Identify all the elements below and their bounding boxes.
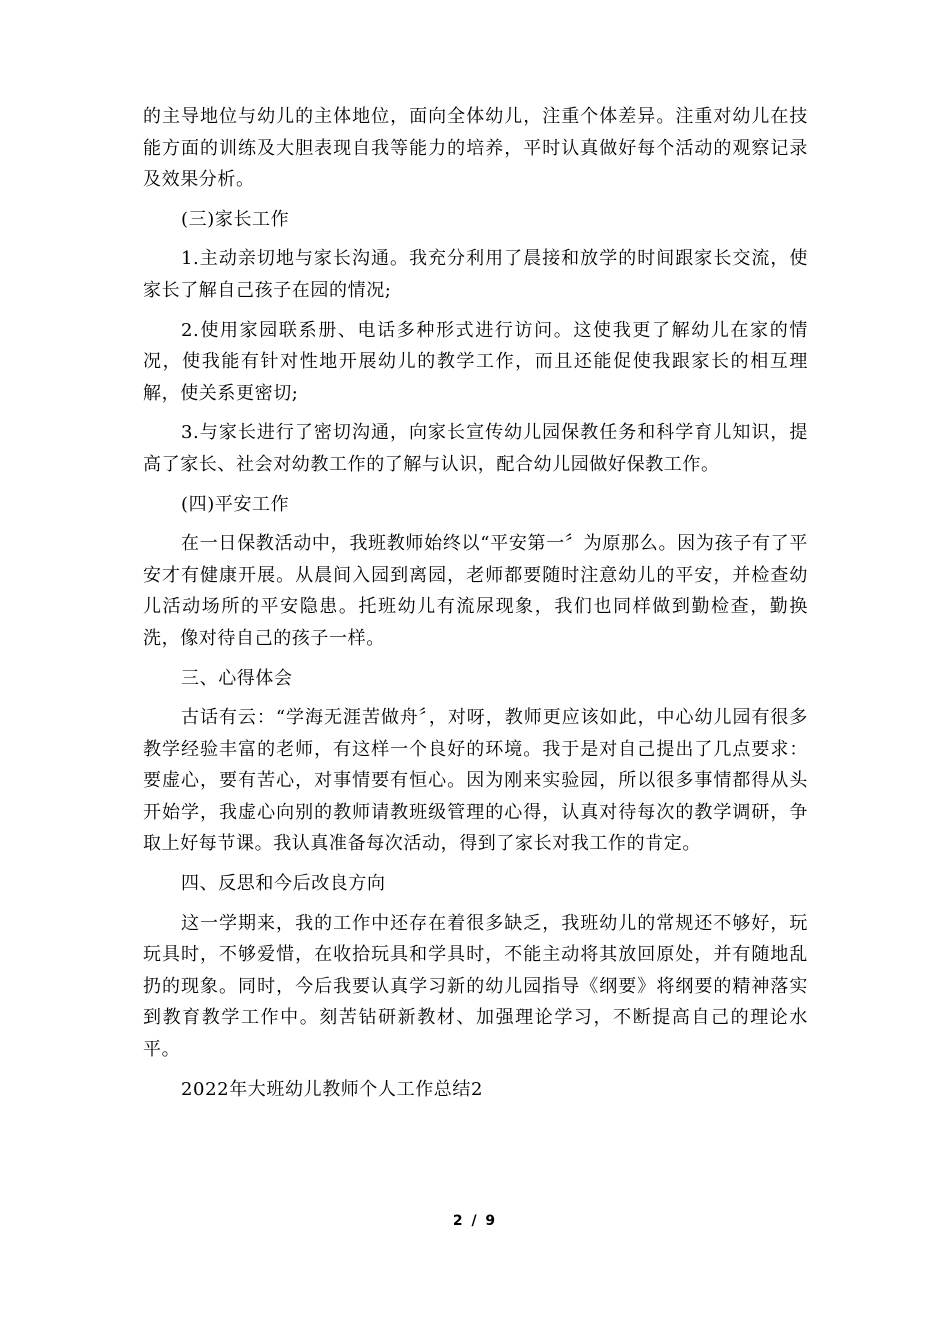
section-heading: (三)家长工作 — [181, 208, 290, 230]
section-heading: (四)平安工作 — [181, 493, 290, 515]
document-body — [143, 101, 808, 1113]
paragraph: 1.主动亲切地与家长沟通。我充分利用了晨接和放学的时间跟家长交流，使家长了解自己孩子在园的情况; — [143, 248, 808, 301]
paragraph: 古话有云：“学海无涯苦做舟〞，对呀，教师更应该如此，中心幼儿园有很多教学经验丰富的老师，有这样一个良好的环境。我于是对自己提出了几点要求：要虚心，要有苦心，对事情要有恒心。因为刚来实验园，所以很多事情都得从头开始学，我虚心向别的教师请教班级管理的心得，认真对待每次的教学调研，争取上好每节课。我认真准备每次活动，得到了家长对我工作的肯定。 — [143, 707, 808, 855]
page-number: 2 / 9 — [452, 1213, 498, 1229]
paragraph: 2.使用家园联系册、电话多种形式进行访问。这使我更了解幼儿在家的情况，使我能有针对性地开展幼儿的教学工作，而且还能促使我跟家长的相互理解，使关系更密切; — [143, 319, 808, 404]
paragraph: 在一日保教活动中，我班教师始终以“平安第一〞为原那么。因为孩子有了平安才有健康开展。从晨间入园到离园，老师都要随时注意幼儿的平安，并检查幼儿活动场所的平安隐患。托班幼儿有流尿现象，我们也同样做到勤检查，勤换洗，像对待自己的孩子一样。 — [143, 533, 808, 649]
paragraph: 的主导地位与幼儿的主体地位，面向全体幼儿，注重个体差异。注重对幼儿在技能方面的训练及大胆表现自我等能力的培养，平时认真做好每个活动的观察记录及效果分析。 — [143, 106, 808, 191]
section-heading: 四、反思和今后改良方向 — [181, 873, 386, 895]
paragraph: 这一学期来，我的工作中还存在着很多缺乏，我班幼儿的常规还不够好，玩玩具时，不够爱惜，在收拾玩具和学具时，不能主动将其放回原处，并有随地乱扔的现象。同时，今后我要认真学习新的幼儿园指导《纲要》将纲要的精神落实到教育教学工作中。刻苦钻研新教材、加强理论学习，不断提高自己的理论水平。 — [143, 912, 808, 1061]
document-title-heading: 2022年大班幼儿教师个人工作总结2 — [181, 1078, 484, 1100]
paragraph: 3.与家长进行了密切沟通，向家长宣传幼儿园保教任务和科学育儿知识，提高了家长、社会对幼教工作的了解与认识，配合幼儿园做好保教工作。 — [143, 422, 808, 475]
section-heading: 三、心得体会 — [181, 667, 293, 689]
